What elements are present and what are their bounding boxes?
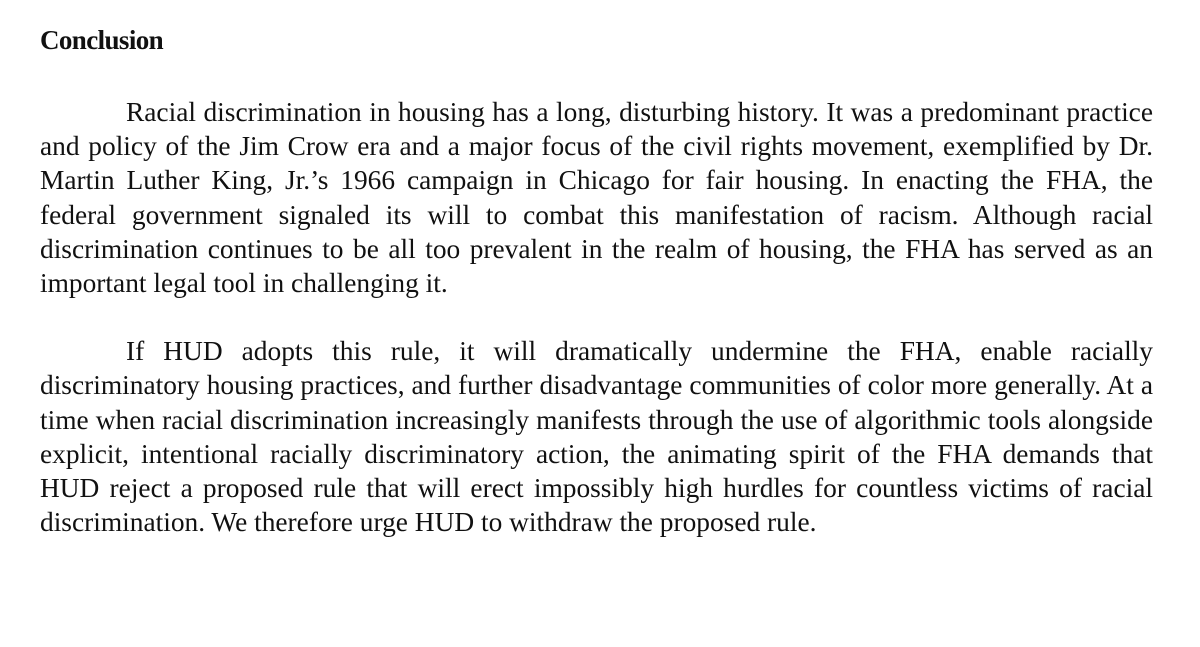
paragraph-history: Racial discrimination in housing has a long, disturbing history. It was a predominant practice and policy of the Jim Crow era and a major focus of the civil rights movement, exemplified by Dr. Martin Luther King, Jr.’s 1966 campaign in Chicago for fair housing. In enacting the FHA, the federal government signaled its will to combat this manifestation of racism. Although racial discrimination continues to be all too prevalent in the realm of housing, the FHA has served as an important legal tool in challenging it. bbox=[40, 97, 1153, 299]
paragraph-recommendation: If HUD adopts this rule, it will dramatically undermine the FHA, enable racially discriminatory housing practices, and further disadvantage communities of color more generally. At a time when racial discrimination increasingly manifests through the use of algorithmic tools alongside explicit, intentional racially discriminatory action, the animating spirit of the FHA demands that HUD reject a proposed rule that will erect impossibly high hurdles for countless victims of racial discrimination. We therefore urge HUD to withdraw the proposed rule. bbox=[40, 336, 1153, 538]
document-page bbox=[40, 22, 1153, 539]
section-heading: Conclusion bbox=[40, 25, 164, 55]
